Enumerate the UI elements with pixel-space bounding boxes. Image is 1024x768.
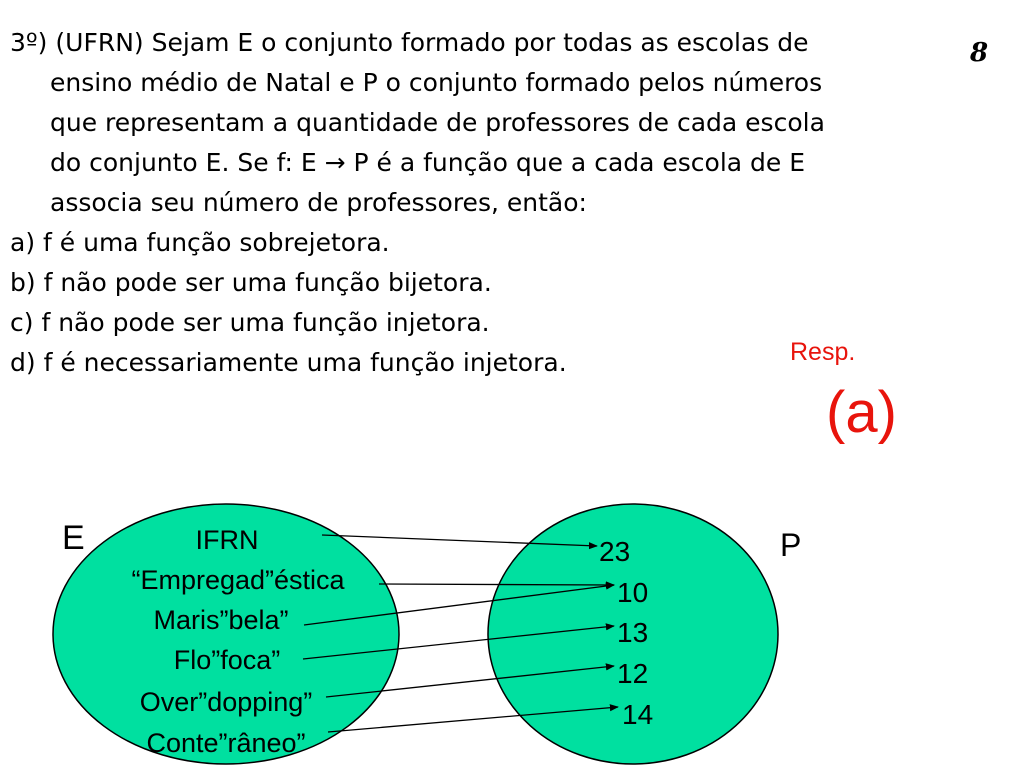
set-p-label: P: [780, 527, 802, 563]
answer-value: (a): [826, 380, 897, 445]
set-p-element: 13: [617, 617, 649, 648]
set-e-element: Flo”foca”: [173, 645, 281, 675]
set-p-element: 10: [617, 577, 649, 608]
set-e-element: Maris”bela”: [153, 605, 289, 635]
option-a: a) f é uma função sobrejetora.: [10, 228, 390, 257]
option-b: b) f não pode ser uma função bijetora.: [10, 268, 492, 297]
option-c: c) f não pode ser uma função injetora.: [10, 308, 490, 337]
option-d: d) f é necessariamente uma função injetora.: [10, 348, 567, 377]
set-p-element: 12: [617, 658, 649, 689]
set-e-element: IFRN: [195, 525, 259, 555]
set-e-element: Conte”râneo”: [146, 728, 306, 758]
set-e-element: “Empregad”éstica: [131, 565, 345, 595]
answer-label: Resp.: [790, 338, 856, 366]
set-e-label: E: [62, 519, 85, 557]
question-line: ensino médio de Natal e P o conjunto formado pelos números: [50, 68, 823, 97]
question-line: 3º) (UFRN) Sejam E o conjunto formado por todas as escolas de: [10, 28, 809, 57]
slide-number: 8: [970, 38, 989, 68]
question-line: do conjunto E. Se f: E → P é a função que a cada escola de E: [50, 148, 806, 177]
set-e-element: Over”dopping”: [139, 687, 313, 717]
set-p-element: 14: [622, 699, 654, 730]
question-line: que representam a quantidade de professores de cada escola: [50, 108, 825, 137]
set-p-element: 23: [599, 536, 631, 567]
question-line: associa seu número de professores, então:: [50, 188, 587, 217]
